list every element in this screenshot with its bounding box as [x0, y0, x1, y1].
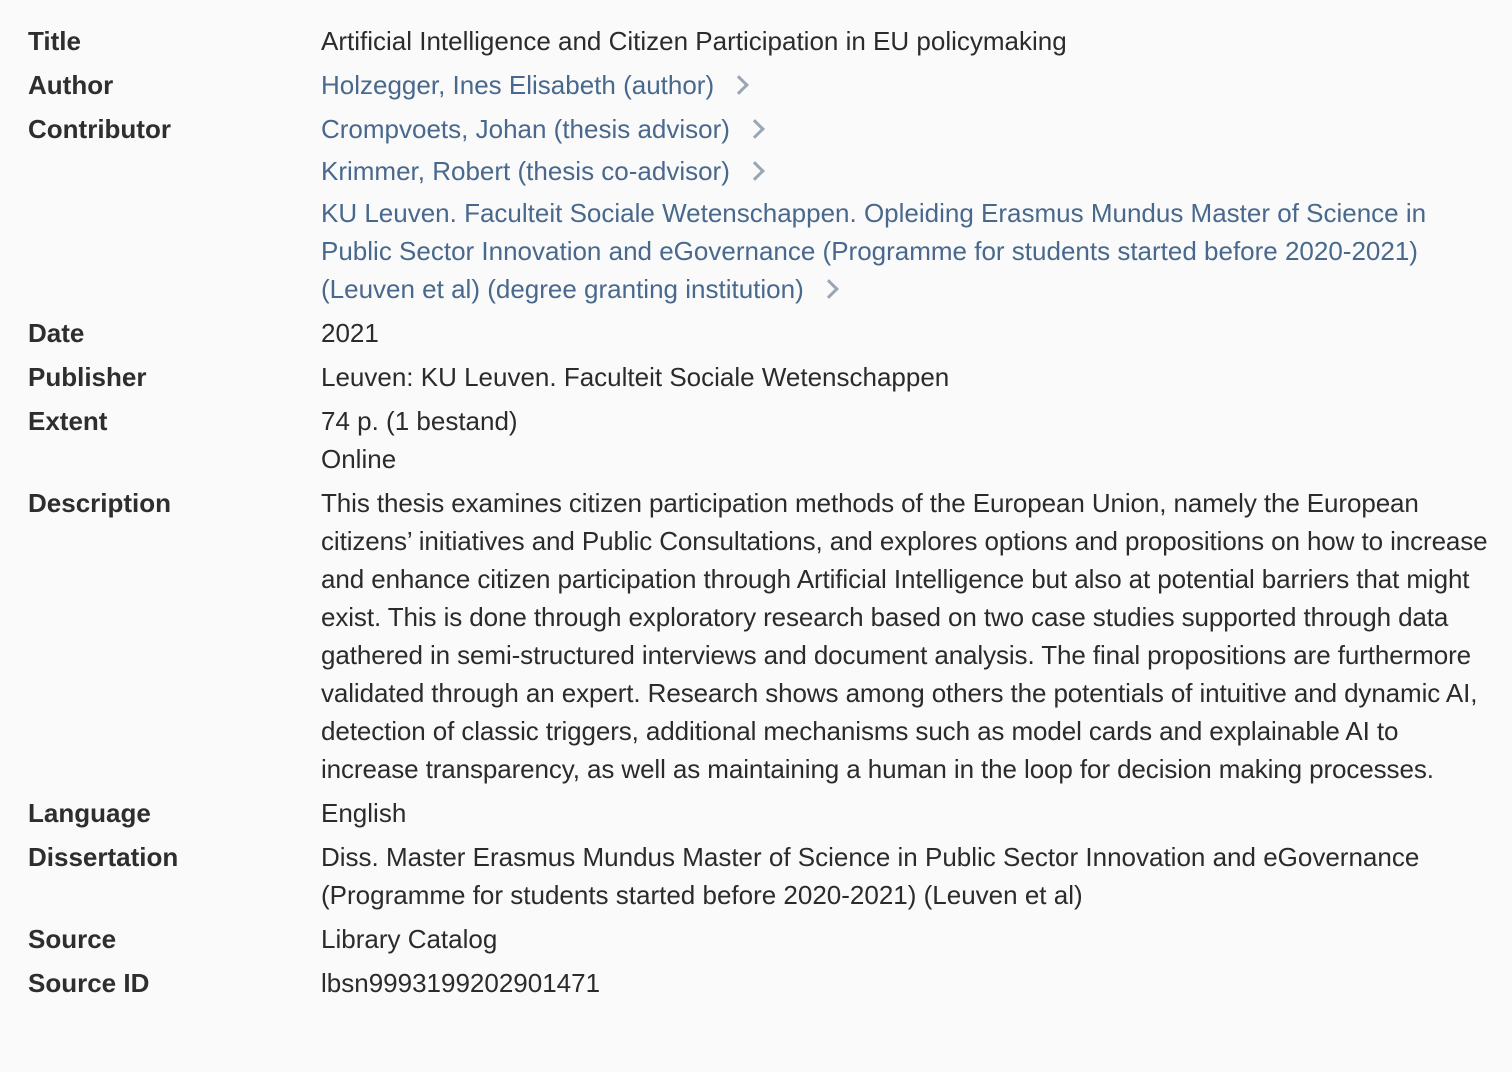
- contributor-link-advisor[interactable]: Crompvoets, Johan (thesis advisor): [321, 114, 730, 144]
- field-language: [28, 794, 1498, 832]
- contributor-link-institution[interactable]: KU Leuven. Faculteit Sociale Wetenschappen. Opleiding Erasmus Mundus Master of Science in Public Sector Innovation and eGovernance (Programme for students started before 2020-2021) (Leuven et al) (degree granting institution): [321, 198, 1427, 304]
- publisher-value: Leuven: KU Leuven. Faculteit Sociale Wetenschappen: [321, 362, 950, 392]
- field-label-description: Description: [28, 488, 172, 518]
- field-label-contributor: Contributor: [28, 114, 171, 144]
- date-value: 2021: [321, 318, 379, 348]
- field-label-source-id: Source ID: [28, 968, 150, 998]
- language-value: English: [321, 798, 407, 828]
- field-author: [28, 66, 1498, 104]
- field-description: [28, 484, 1498, 788]
- extent-value-format: Online: [321, 444, 397, 474]
- field-date: [28, 314, 1498, 352]
- field-contributor: [28, 110, 1498, 308]
- description-value: This thesis examines citizen participation methods of the European Union, namely the European citizens’ initiatives and Public Consultations, and explores options and propositions on how to increase and enhance citizen participation through Artificial Intelligence but also at potential barriers that might exist. This is done through exploratory research based on two case studies supported through data gathered in semi-structured interviews and document analysis. The final propositions are furthermore validated through an expert. Research shows among others the potentials of intuitive and dynamic AI, detection of classic triggers, additional mechanisms such as model cards and explainable AI to increase transparency, as well as maintaining a human in the loop for decision making processes.: [321, 488, 1488, 784]
- contributor-link-co-advisor[interactable]: Krimmer, Robert (thesis co-advisor): [321, 156, 730, 186]
- field-label-publisher: Publisher: [28, 362, 147, 392]
- field-label-language: Language: [28, 798, 151, 828]
- field-label-author: Author: [28, 70, 114, 100]
- extent-value-pages: 74 p. (1 bestand): [321, 406, 518, 436]
- field-label-dissertation: Dissertation: [28, 842, 179, 872]
- field-label-title: Title: [28, 26, 81, 56]
- field-source-id: [28, 964, 1498, 1002]
- field-label-extent: Extent: [28, 406, 108, 436]
- field-label-date: Date: [28, 318, 85, 348]
- metadata-record: [28, 22, 1498, 1008]
- field-label-source: Source: [28, 924, 117, 954]
- chevron-right-icon[interactable]: [745, 161, 765, 181]
- chevron-right-icon[interactable]: [729, 75, 749, 95]
- author-link[interactable]: Holzegger, Ines Elisabeth (author): [321, 70, 715, 100]
- field-source: [28, 920, 1498, 958]
- field-extent: [28, 402, 1498, 478]
- chevron-right-icon[interactable]: [745, 119, 765, 139]
- field-publisher: [28, 358, 1498, 396]
- chevron-right-icon[interactable]: [819, 279, 839, 299]
- field-title: [28, 22, 1498, 60]
- title-value: Artificial Intelligence and Citizen Participation in EU policymaking: [321, 26, 1067, 56]
- field-dissertation: [28, 838, 1498, 914]
- dissertation-value: Diss. Master Erasmus Mundus Master of Science in Public Sector Innovation and eGovernance (Programme for students started before 2020-2021) (Leuven et al): [321, 842, 1420, 910]
- source-value: Library Catalog: [321, 924, 498, 954]
- source-id-value: lbsn9993199202901471: [321, 968, 601, 998]
